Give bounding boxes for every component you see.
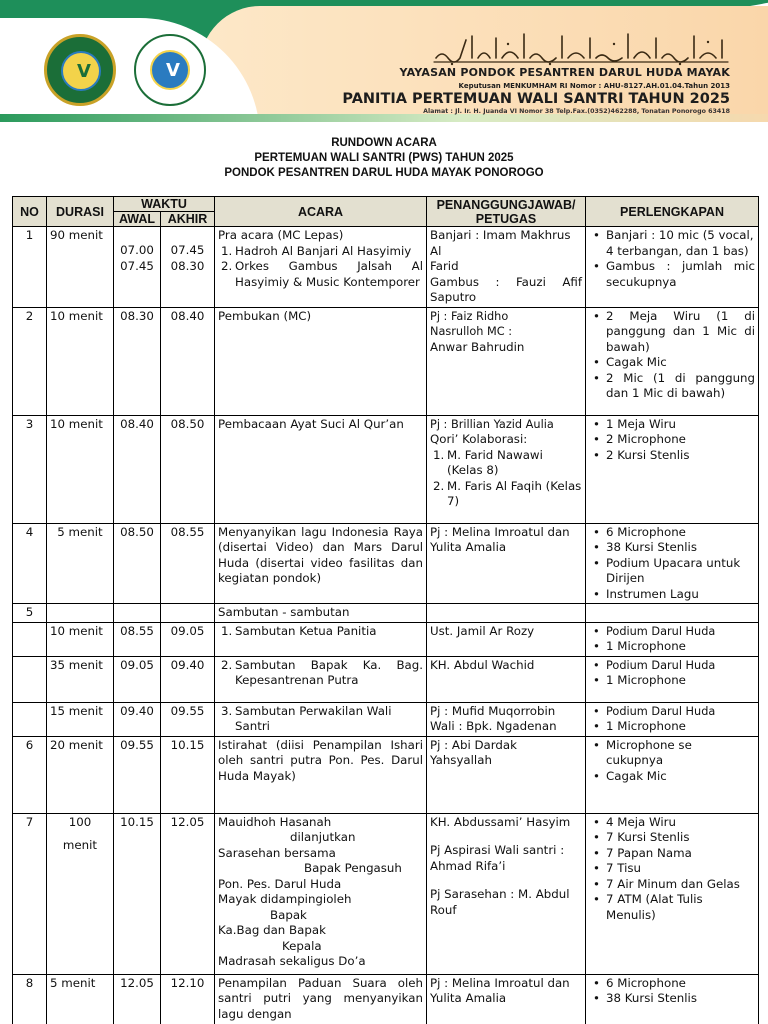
list-item: • 7 Air Minum dan Gelas — [589, 877, 755, 893]
list-item: • 2 Mic (1 di panggung dan 1 Mic di bawah) — [589, 371, 755, 402]
row-acara: Pembacaan Ayat Suci Al Qur’an — [215, 415, 427, 523]
row-durasi: 90 menit — [47, 227, 114, 308]
row-akhir: 10.15 — [161, 736, 215, 813]
row-durasi: 20 menit — [47, 736, 114, 813]
list-item: • 7 ATM (Alat Tulis Menulis) — [589, 892, 755, 923]
acara-head: Pra acara (MC Lepas) — [218, 228, 344, 242]
row-durasi: 10 menit — [47, 307, 114, 415]
table-row — [13, 736, 759, 813]
pj-line: Qori’ Kolaborasi: — [430, 432, 528, 446]
row-acara: 2. Sambutan Bapak Ka. Bag. Kepesantrenan Putra — [215, 656, 427, 702]
list-item: • 2 Meja Wiru (1 di panggung dan 1 Mic di bawah) — [589, 309, 755, 356]
list-item: • 1 Microphone — [589, 673, 755, 689]
row-pj — [427, 415, 586, 523]
row-awal: 10.15 — [114, 813, 161, 974]
row-akhir — [161, 227, 215, 308]
list-item: • Podium Upacara untuk Dirijen — [589, 556, 755, 587]
row-pj — [427, 813, 586, 974]
decree-number: Keputusan MENKUMHAM RI Nomor : AHU-8127.AH.01.04.Tahun 2013 — [458, 82, 730, 90]
row-perlengkapan — [586, 415, 759, 523]
list-item: • Instrumen Lagu — [589, 587, 755, 603]
list-item: • Cagak Mic — [589, 769, 755, 785]
row-acara: Penampilan Paduan Suara oleh santri putri yang menyanyikan lagu dengan — [215, 974, 427, 1024]
row-awal: 09.40 — [114, 702, 161, 736]
pj-line: Pj Aspirasi Wali santri : Ahmad Rifa’i — [430, 843, 565, 873]
row-pj: Pj : Melina Imroatul dan Yulita Amalia — [427, 974, 586, 1024]
header-no: NO — [13, 197, 47, 227]
row-pj — [427, 227, 586, 308]
row-akhir: 09.40 — [161, 656, 215, 702]
row-no: 3 — [13, 415, 47, 523]
table-row — [13, 656, 759, 702]
list-item: • 1 Microphone — [589, 719, 755, 735]
letterhead — [0, 0, 768, 122]
title-line-1: RUNDOWN ACARA — [331, 137, 437, 149]
table-row — [13, 622, 759, 656]
header-durasi: DURASI — [47, 197, 114, 227]
header-awal: AWAL — [114, 212, 161, 227]
row-acara: Mauidhoh Hasanah dilanjutkan Sarasehan bersama Bapak Pengasuh Pon. Pes. Darul Huda Mayak didampingioleh Bapak Ka.Bag dan Bapak Kepala Madrasah sekaligus Do’a — [215, 813, 427, 974]
row-durasi: 10 menit — [47, 622, 114, 656]
row-akhir: 08.40 — [161, 307, 215, 415]
row-akhir: 08.50 — [161, 415, 215, 523]
list-item: • Podium Darul Huda — [589, 704, 755, 720]
list-item: • 7 Papan Nama — [589, 846, 755, 862]
pj-line: Wali : Bpk. Ngadenan — [430, 719, 557, 733]
title-line-2: PERTEMUAN WALI SANTRI (PWS) TAHUN 2025 — [254, 152, 514, 164]
committee-name: PANITIA PERTEMUAN WALI SANTRI TAHUN 2025 — [342, 91, 730, 107]
bottom-band — [0, 114, 768, 122]
list-item: • 2 Kursi Stenlis — [589, 448, 755, 464]
header-acara: ACARA — [215, 197, 427, 227]
row-perlengkapan — [586, 656, 759, 702]
row-no: 2 — [13, 307, 47, 415]
row-durasi: 35 menit — [47, 656, 114, 702]
address-line: Alamat : Jl. Ir. H. Juanda VI Nomor 38 Telp.Fax.(0352)462288, Tonatan Ponorogo 63418 — [423, 108, 730, 115]
row-durasi: 5 menit — [47, 523, 114, 604]
header-perlengkapan: PERLENGKAPAN — [586, 197, 759, 227]
row-perlengkapan — [586, 523, 759, 604]
row-perlengkapan — [586, 307, 759, 415]
list-item: • 1 Microphone — [589, 639, 755, 655]
row-no: 4 — [13, 523, 47, 604]
row-awal: 08.55 — [114, 622, 161, 656]
header-pj: PENANGGUNGJAWAB/ PETUGAS — [427, 197, 586, 227]
pj-line: Anwar Bahrudin — [430, 339, 525, 354]
table-row — [13, 415, 759, 523]
pesantren-logo-icon: V — [44, 34, 116, 106]
list-item: • Microphone secukupnya — [589, 738, 693, 769]
table-row — [13, 227, 759, 308]
durasi-line: menit — [62, 838, 98, 852]
row-akhir: 08.55 — [161, 523, 215, 604]
pws-2025-logo-icon: V — [134, 34, 206, 106]
row-acara: Menyanyikan lagu Indonesia Raya (disertai Video) dan Mars Darul Huda (disertai video fasilitas dan kegiatan pondok) — [215, 523, 427, 604]
acara-item-2: 2. Orkes Gambus Jalsah Al Hasyimiy & Music Kontemporer — [221, 259, 424, 289]
row-acara: Sambutan - sambutan — [215, 604, 427, 623]
pj-line: Farid — [430, 259, 459, 273]
pj-line: Nasrulloh MC : — [430, 325, 513, 338]
list-item: • 2 Microphone — [589, 432, 755, 448]
table-row — [13, 974, 759, 1024]
table-row — [13, 307, 759, 415]
list-item: • 6 Microphone — [589, 976, 755, 992]
row-perlengkapan — [586, 622, 759, 656]
row-perlengkapan — [586, 227, 759, 308]
table-row — [13, 523, 759, 604]
row-perlengkapan — [586, 974, 759, 1024]
row-pj — [427, 736, 586, 813]
list-item: • Podium Darul Huda — [589, 658, 755, 674]
row-awal: 12.05 — [114, 974, 161, 1024]
table-row — [13, 813, 759, 974]
row-pj: KH. Abdul Wachid — [427, 656, 586, 702]
row-no: 8 — [13, 974, 47, 1024]
document-titles — [0, 136, 768, 181]
akhir-2: 08.30 — [170, 258, 205, 273]
row-acara: Istirahat (diisi Penampilan Ishari oleh santri putra Pon. Pes. Darul Huda Mayak) — [215, 736, 427, 813]
pj-item-1: 1. M. Farid Nawawi (Kelas 8) — [433, 447, 543, 477]
durasi-line: 100 — [68, 814, 92, 829]
row-awal: 09.05 — [114, 656, 161, 702]
row-no: 5 — [13, 604, 47, 623]
list-item: • 1 Meja Wiru — [589, 417, 755, 433]
row-no: 6 — [13, 736, 47, 813]
row-pj: Pj : Melina Imroatul dan Yulita Amalia — [427, 523, 586, 604]
row-akhir: 12.05 — [161, 813, 215, 974]
row-awal — [114, 227, 161, 308]
header-waktu: WAKTU — [114, 197, 215, 212]
row-akhir: 09.55 — [161, 702, 215, 736]
row-durasi — [47, 813, 114, 974]
awal-2: 07.45 — [120, 258, 154, 273]
row-perlengkapan — [586, 702, 759, 736]
row-perlengkapan — [586, 736, 759, 813]
pj-line: Banjari : Imam Makhrus Al — [430, 228, 571, 258]
pj-line: Pj : Mufid Muqorrobin — [430, 703, 556, 718]
pj-line: Pj : Brillian Yazid Aulia — [430, 417, 554, 431]
akhir-1: 07.45 — [170, 243, 205, 257]
pj-line: Pj Sarasehan : M. Abdul — [430, 887, 570, 901]
rundown-table — [12, 196, 759, 1024]
arabic-calligraphy-icon — [432, 30, 732, 66]
list-item: • 7 Kursi Stenlis — [589, 830, 755, 846]
yayasan-name: YAYASAN PONDOK PESANTREN DARUL HUDA MAYAK — [399, 66, 730, 79]
list-item: • 6 Microphone — [589, 525, 755, 541]
header-akhir: AKHIR — [161, 212, 215, 227]
awal-1: 07.00 — [120, 243, 154, 257]
list-item: • 4 Meja Wiru — [589, 815, 755, 831]
row-akhir: 09.05 — [161, 622, 215, 656]
row-pj — [427, 702, 586, 736]
list-item: • Banjari : 10 mic (5 vocal, 4 terbangan, dan 1 bas) — [589, 228, 755, 259]
list-item: • Gambus : jumlah mic secukupnya — [589, 259, 755, 290]
row-no: 7 — [13, 813, 47, 974]
pj-line: Yahsyallah — [430, 753, 492, 767]
row-pj: Ust. Jamil Ar Rozy — [427, 622, 586, 656]
pj-line: Gambus : Fauzi Afif Saputro — [430, 274, 583, 304]
acara-item-1: 1. Hadroh Al Banjari Al Hasyimiy — [221, 243, 412, 258]
pj-line: KH. Abdussami’ Hasyim — [430, 814, 571, 829]
row-no: 1 — [13, 227, 47, 308]
row-durasi: 10 menit — [47, 415, 114, 523]
row-awal: 08.40 — [114, 415, 161, 523]
list-item: • 7 Tisu — [589, 861, 755, 877]
list-item: • Podium Darul Huda — [589, 624, 755, 640]
row-perlengkapan — [586, 813, 759, 974]
row-awal: 08.30 — [114, 307, 161, 415]
pj-line: Pj : Faiz Ridho — [430, 309, 509, 323]
table-row — [13, 604, 759, 623]
row-awal: 08.50 — [114, 523, 161, 604]
table-row — [13, 702, 759, 736]
list-item: • Cagak Mic — [589, 355, 755, 371]
row-awal: 09.55 — [114, 736, 161, 813]
list-item: • 38 Kursi Stenlis — [589, 540, 755, 556]
list-item: • 38 Kursi Stenlis — [589, 991, 755, 1007]
row-acara — [215, 227, 427, 308]
row-pj — [427, 307, 586, 415]
row-durasi: 5 menit — [47, 974, 114, 1024]
pj-item-2: 2. M. Faris Al Faqih (Kelas 7) — [433, 478, 582, 508]
row-acara: 1. Sambutan Ketua Panitia — [215, 622, 427, 656]
pj-line: Rouf — [430, 902, 457, 917]
row-acara: 3. Sambutan Perwakilan Wali Santri — [215, 702, 427, 736]
row-durasi: 15 menit — [47, 702, 114, 736]
row-akhir: 12.10 — [161, 974, 215, 1024]
row-acara: Pembukan (MC) — [215, 307, 427, 415]
pj-line: Pj : Abi Dardak — [430, 737, 517, 752]
title-line-3: PONDOK PESANTREN DARUL HUDA MAYAK PONOROGO — [224, 167, 544, 179]
